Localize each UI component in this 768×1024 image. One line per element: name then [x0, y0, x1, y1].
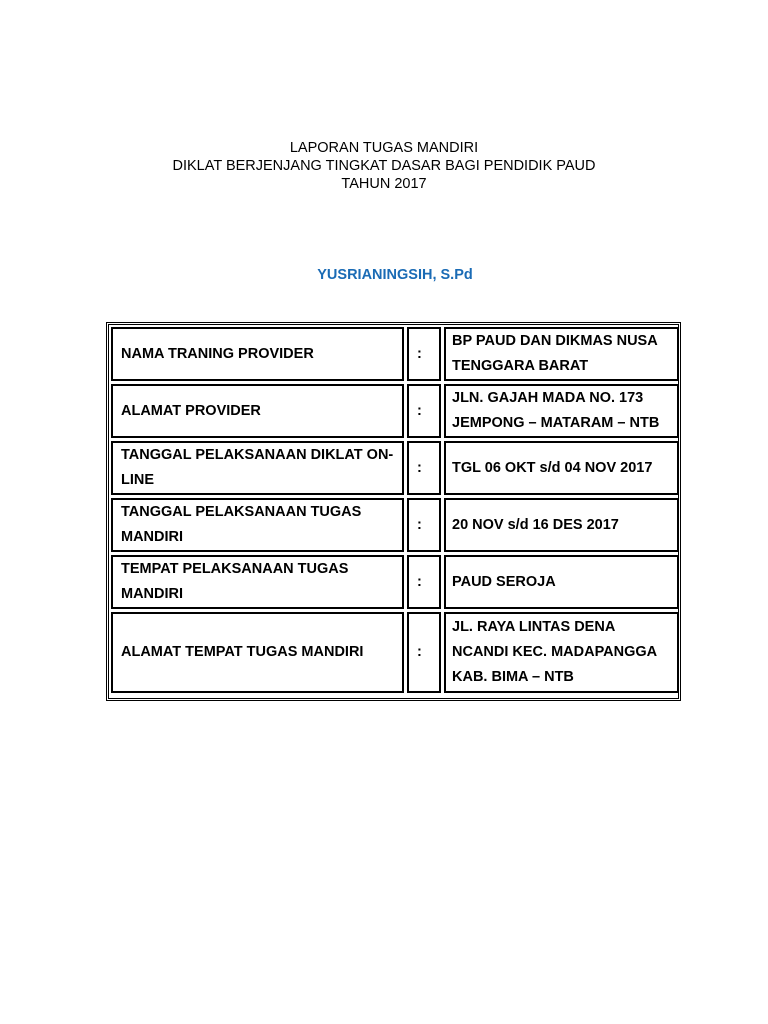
row-value: JL. RAYA LINTAS DENA NCANDI KEC. MADAPANGGA KAB. BIMA – NTB [444, 612, 679, 693]
row-label: TANGGAL PELAKSANAAN TUGAS MANDIRI [111, 498, 404, 552]
row-separator: : [407, 441, 441, 495]
row-label: ALAMAT PROVIDER [111, 384, 404, 438]
document-title [0, 139, 768, 193]
author-name: YUSRIANINGSIH, S.Pd [317, 267, 473, 283]
row-label: ALAMAT TEMPAT TUGAS MANDIRI [111, 612, 404, 693]
row-value: 20 NOV s/d 16 DES 2017 [444, 498, 679, 552]
title-line-2: DIKLAT BERJENJANG TINGKAT DASAR BAGI PENDIDIK PAUD [172, 158, 596, 174]
row-label: TEMPAT PELAKSANAAN TUGAS MANDIRI [111, 555, 404, 609]
row-label: TANGGAL PELAKSANAAN DIKLAT ON-LINE [111, 441, 404, 495]
row-separator: : [407, 384, 441, 438]
row-separator: : [407, 498, 441, 552]
title-line-1: LAPORAN TUGAS MANDIRI [289, 140, 479, 156]
row-label: NAMA TRANING PROVIDER [111, 327, 404, 381]
row-separator: : [407, 327, 441, 381]
row-value: TGL 06 OKT s/d 04 NOV 2017 [444, 441, 679, 495]
row-separator: : [407, 555, 441, 609]
row-value: BP PAUD DAN DIKMAS NUSA TENGGARA BARAT [444, 327, 679, 381]
row-value: JLN. GAJAH MADA NO. 173 JEMPONG – MATARAM – NTB [444, 384, 679, 438]
info-table [106, 322, 681, 701]
row-value: PAUD SEROJA [444, 555, 679, 609]
title-line-3: TAHUN 2017 [341, 176, 427, 192]
row-separator: : [407, 612, 441, 693]
